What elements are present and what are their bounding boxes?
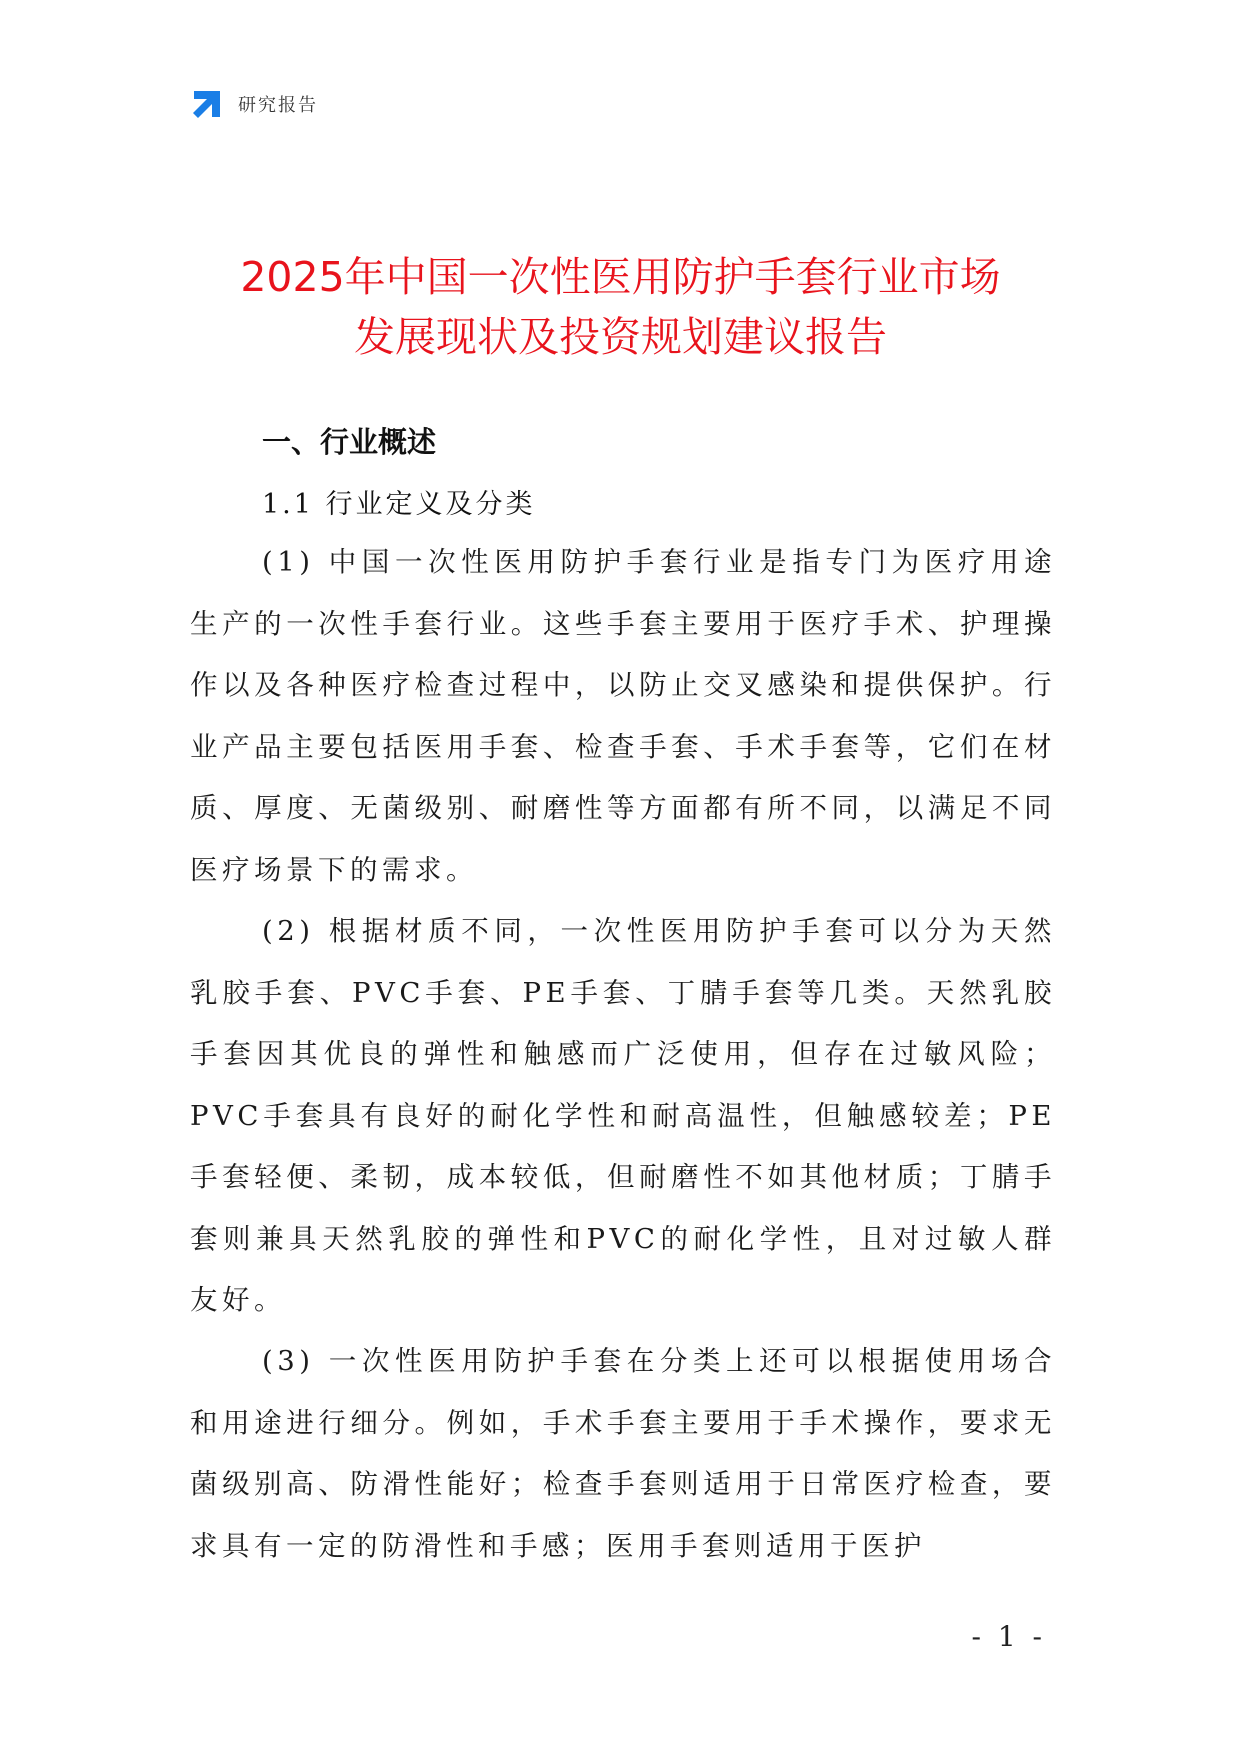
title-line-1: 2025年中国一次性医用防护手套行业市场	[240, 253, 1001, 302]
section-heading: 一、行业概述	[262, 425, 437, 459]
arrow-logo-icon	[190, 87, 224, 121]
page-number: - 1 -	[971, 1620, 1046, 1653]
paragraph-3: (3) 一次性医用防护手套在分类上还可以根据使用场合和用途进行细分。例如，手术手套主要用于手术操作，要求无菌级别高、防滑性能好；检查手套则适用于日常医疗检查，要求具有一定的防滑性和手感；医用手套则适用于医护	[190, 1345, 1056, 1562]
report-title	[100, 247, 1141, 367]
subsection-heading: 1.1 行业定义及分类	[262, 489, 536, 520]
header-label: 研究报告	[238, 95, 318, 116]
paragraph-2: (2) 根据材质不同，一次性医用防护手套可以分为天然乳胶手套、PVC手套、PE手套、丁腈手套等几类。天然乳胶手套因其优良的弹性和触感而广泛使用，但存在过敏风险；PVC手套具有良好的耐化学性和耐高温性，但触感较差；PE手套轻便、柔韧，成本较低，但耐磨性不如其他材质；丁腈手套则兼具天然乳胶的弹性和PVC的耐化学性，且对过敏人群友好。	[190, 915, 1056, 1316]
title-line-2: 发展现状及投资规划建议报告	[354, 313, 887, 362]
paragraph-2-block	[190, 901, 1056, 1332]
paragraph-1-block	[190, 532, 1056, 901]
report-header	[190, 86, 318, 122]
paragraph-3-block	[190, 1331, 1056, 1577]
paragraph-1: (1) 中国一次性医用防护手套行业是指专门为医疗用途生产的一次性手套行业。这些手套主要用于医疗手术、护理操作以及各种医疗检查过程中，以防止交叉感染和提供保护。行业产品主要包括医用手套、检查手套、手术手套等，它们在材质、厚度、无菌级别、耐磨性等方面都有所不同，以满足不同医疗场景下的需求。	[190, 546, 1056, 886]
